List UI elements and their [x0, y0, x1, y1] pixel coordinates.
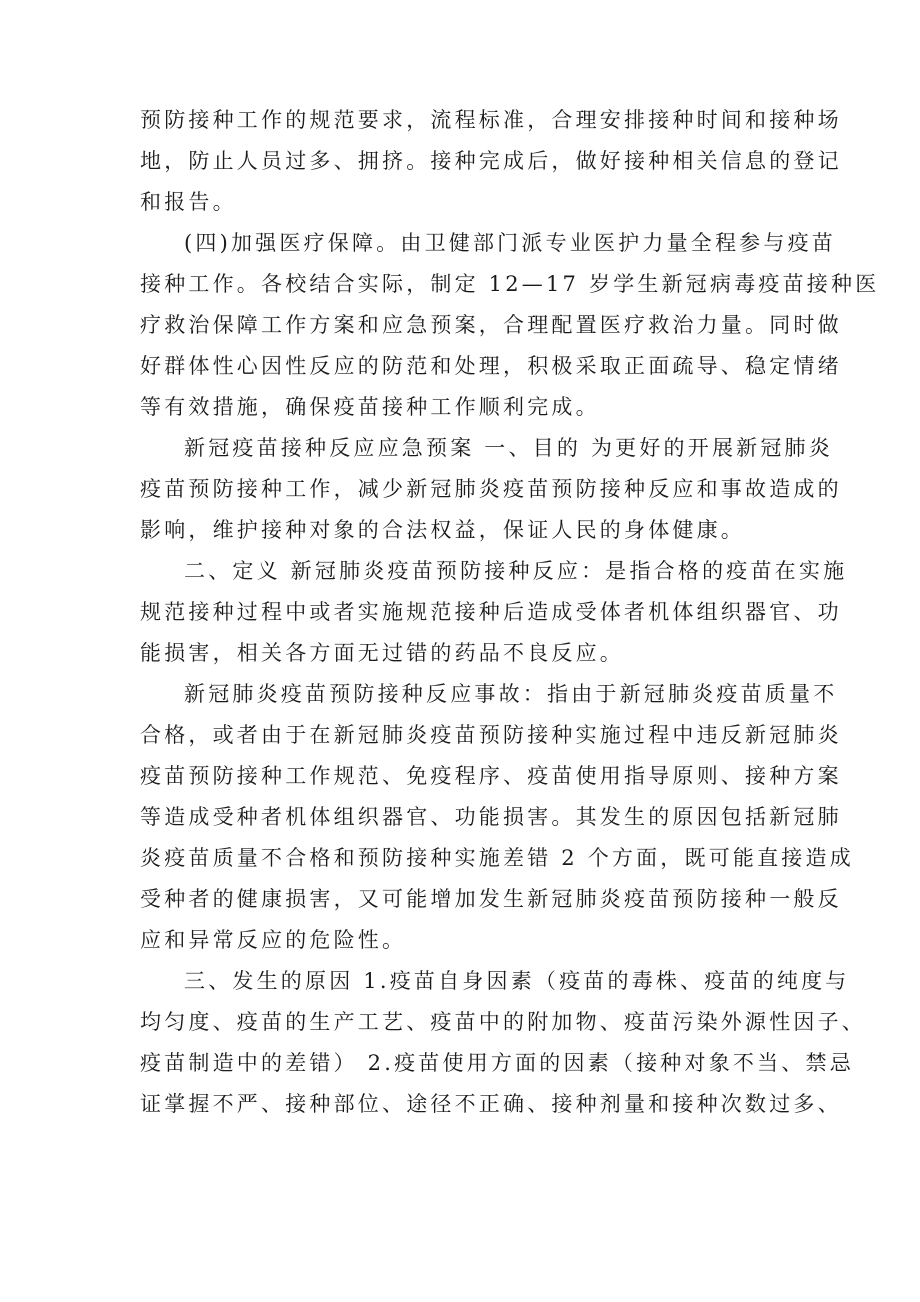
paragraph-line: 地，防止人员过多、拥挤。接种完成后，做好接种相关信息的登记	[140, 149, 842, 173]
paragraph-line: 炎疫苗质量不合格和预防接种实施差错 2 个方面，既可能直接造成	[140, 846, 854, 870]
paragraph-first-line: 新冠疫苗接种反应应急预案 一、目的 为更好的开展新冠肺炎	[184, 436, 833, 460]
paragraph-line: 等有效措施，确保疫苗接种工作顺利完成。	[140, 395, 600, 419]
paragraph-line: 规范接种过程中或者实施规范接种后造成受体者机体组织器官、功	[140, 600, 842, 624]
paragraph-line: 均匀度、疫苗的生产工艺、疫苗中的附加物、疫苗污染外源性因子、	[140, 1010, 866, 1034]
paragraph-line: 受种者的健康损害，又可能增加发生新冠肺炎疫苗预防接种一般反	[140, 887, 842, 911]
paragraph-line: 影响，维护接种对象的合法权益，保证人民的身体健康。	[140, 518, 745, 542]
paragraph-line: 合格，或者由于在新冠肺炎疫苗预防接种实施过程中违反新冠肺炎	[140, 723, 842, 747]
paragraph-line: 疫苗预防接种工作规范、免疫程序、疫苗使用指导原则、接种方案	[140, 764, 842, 788]
paragraph-first-line: 三、发生的原因 1.疫苗自身因素（疫苗的毒株、疫苗的纯度与	[184, 969, 850, 993]
document-body	[140, 100, 880, 1125]
paragraph-line: 接种工作。各校结合实际，制定 12—17 岁学生新冠病毒疫苗接种医	[140, 272, 880, 296]
paragraph-line: 和报告。	[140, 190, 237, 214]
paragraph-line: 等造成受种者机体组织器官、功能损害。其发生的原因包括新冠肺	[140, 805, 842, 829]
paragraph-line: 预防接种工作的规范要求，流程标准，合理安排接种时间和接种场	[140, 108, 842, 132]
paragraph-first-line: 二、定义 新冠肺炎疫苗预防接种反应：是指合格的疫苗在实施	[184, 559, 848, 583]
paragraph-first-line: (四)加强医疗保障。由卫健部门派专业医护力量全程参与疫苗	[184, 231, 836, 255]
paragraph-line: 疗救治保障工作方案和应急预案，合理配置医疗救治力量。同时做	[140, 313, 842, 337]
paragraph-line: 应和异常反应的危险性。	[140, 928, 407, 952]
paragraph-first-line: 新冠肺炎疫苗预防接种反应事故：指由于新冠肺炎疫苗质量不	[184, 682, 838, 706]
paragraph-line: 好群体性心因性反应的防范和处理，积极采取正面疏导、稳定情绪	[140, 354, 842, 378]
paragraph-line: 能损害，相关各方面无过错的药品不良反应。	[140, 641, 624, 665]
paragraph-line: 疫苗制造中的差错） 2.疫苗使用方面的因素（接种对象不当、禁忌	[140, 1051, 854, 1075]
paragraph-line: 疫苗预防接种工作，减少新冠肺炎疫苗预防接种反应和事故造成的	[140, 477, 842, 501]
paragraph-line: 证掌握不严、接种部位、途径不正确、接种剂量和接种次数过多、	[140, 1092, 842, 1116]
